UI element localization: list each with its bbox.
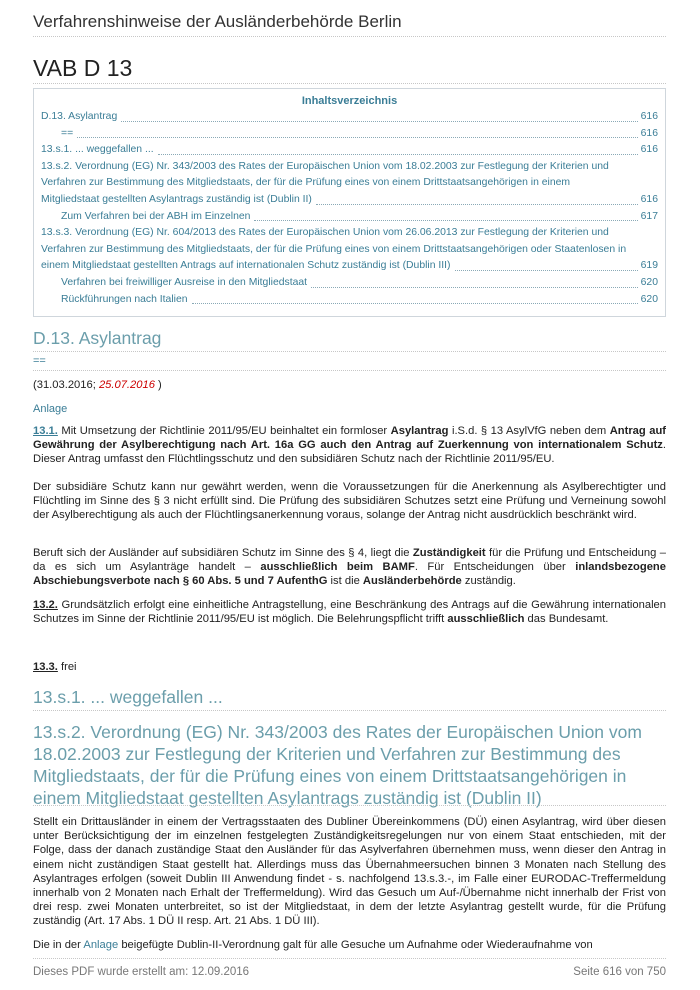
section-heading-d13: D.13. Asylantrag	[33, 328, 162, 348]
toc-item-page: 616	[640, 144, 658, 156]
text: Die in der	[33, 939, 84, 951]
toc-item-line: 13.s.2. Verordnung (EG) Nr. 343/2003 des Rates der Europäischen Union vom 18.02.2003 zur Festlegung der Kriterien und	[41, 160, 609, 172]
text: Mit Umsetzung der Richtlinie 2011/95/EU beinhaltet ein formloser	[57, 425, 391, 437]
section-heading-13s2: 13.s.2. Verordnung (EG) Nr. 343/2003 des Rates der Europäischen Union vom 18.02.2003 zur Festlegung der Kriterien und Verfahren zur Bestimmung des Mitgliedstaats, der für die Prüfung eines von einem Drittstaatsangehörigen in einem Mitgliedstaat gestellten Asylantrags zuständig ist (Dublin II)	[33, 722, 642, 808]
toc-leader	[192, 303, 638, 304]
toc-item-13s3[interactable]	[41, 225, 658, 275]
text-bold: ausschließlich beim BAMF	[260, 561, 415, 574]
text: zuständig.	[461, 575, 516, 588]
toc-leader	[455, 270, 638, 271]
anlage-link[interactable]: Anlage	[33, 403, 68, 415]
section-divider	[33, 805, 666, 806]
toc-item-abh-verfahren[interactable]	[41, 209, 658, 226]
toc-item-label: D.13. Asylantrag	[41, 111, 118, 122]
section-heading-13s1: 13.s.1. ... weggefallen ...	[33, 687, 223, 707]
document-title: VAB D 13	[33, 55, 133, 81]
footer-divider	[33, 958, 666, 959]
text: frei	[57, 661, 77, 673]
toc-item-label: Zum Verfahren bei der ABH im Einzelnen	[61, 210, 251, 222]
toc-leader	[121, 121, 637, 122]
text: i.S.d. § 13 AsylVfG neben dem	[448, 425, 610, 437]
toc-leader	[77, 137, 638, 138]
section-divider	[33, 710, 666, 711]
toc-item-page: 620	[640, 293, 658, 305]
toc-item-line: Verfahren zur Bestimmung des Mitgliedstaats, der für die Prüfung eines von einem Drittstaatsangehörigen in einem	[41, 177, 571, 189]
header-divider	[33, 36, 666, 37]
footer-page: Seite 616 von 750	[573, 966, 666, 978]
toc-item-label: Verfahren bei freiwilliger Ausreise in den Mitgliedstaat	[61, 276, 308, 288]
paragraph-anlage-dublin	[33, 938, 666, 952]
toc-item-label: 13.s.1. ... weggefallen ...	[41, 144, 154, 156]
paragraph-dublin-ii: Stellt ein Drittausländer in einem der Vertragsstaaten des Dubliner Übereinkommens (DÜ) einen Asylantrag, wird über diesen unter Berücksichtigung der im einzelnen festgelegten Zuständigkeitsregelungen nur von einem Staat entschieden, mit der Folge, dass der danach zuständige Staat den Ausländer für das Asylverfahren übernehmen muss, wenn dieser den Antrag in einem nicht zuständigen Staat gestellt hat. Allerdings muss das Übernahmeersuchen binnen 3 Monaten nach Stellung des Asylantrages erfolgen (soweit Dublin III Anwendung findet - s. nachfolgend 13.s.3.-, im Falle einer EURODAC-Treffermeldung innerhalb von 2 Monaten nach Erhalt der Treffermeldung). Wird das Gesuch um Auf-/Übernahme nicht innerhalb der Frist von drei resp. zwei Monaten unterbreitet, so ist der Mitgliedstaat, in dem der letzte Asylantrag gestellt wurde, für die Prüfung zuständig (Art. 17 Abs. 1 DÜ II resp. Art. 21 Abs. 1 DÜ III).	[33, 816, 666, 928]
table-of-contents	[33, 88, 666, 317]
section-divider	[33, 370, 666, 371]
paragraph-subsidiaer: Der subsidiäre Schutz kann nur gewährt werden, wenn die Voraussetzungen für die Anerkennung als Asylberechtigter und Flüchtling im Sinne des § 3 nicht erfüllt sind. Die Prüfung des subsidiären Schutzes setzt eine Prüfung und Verneinung sowohl der Asylberechtigung als auch der Flüchtlingsanerkennung voraus, solange der Antrag nicht ausdrücklich beschränkt wird.	[33, 481, 666, 522]
text: . Dieser Antrag umfasst den Flüchtlingsschutz und den subsidiären Schutz nach der Richtlinie 2011/95/EU.	[33, 439, 666, 466]
paragraph-13-3	[33, 660, 666, 674]
toc-leader	[254, 220, 637, 221]
text: für die Prüfung und Entscheidung – da es sich um Asylanträge handelt –	[33, 547, 666, 574]
toc-item-italien[interactable]	[41, 292, 658, 309]
text-bold: Ausländerbehörde	[362, 575, 462, 588]
paragraph-13-1	[33, 424, 666, 467]
toc-item-page: 616	[640, 111, 658, 122]
text: Beruft sich der Ausländer auf subsidiären Schutz im Sinne des § 4, liegt die	[33, 547, 413, 559]
toc-item-eq[interactable]	[41, 126, 658, 143]
section-divider	[33, 351, 666, 352]
footer-created: Dieses PDF wurde erstellt am: 12.09.2016	[33, 966, 250, 978]
toc-item-label: ==	[61, 127, 74, 139]
text: ist die	[327, 575, 363, 588]
text-bold: ausschließlich	[447, 613, 525, 626]
paragraph-13-2	[33, 598, 666, 626]
date-close: )	[154, 379, 162, 391]
text: das Bundesamt.	[524, 613, 609, 626]
para-number[interactable]: 13.1.	[33, 425, 58, 437]
toc-leader	[316, 204, 638, 205]
date-open: (31.03.2016;	[33, 379, 99, 391]
text-bold: Asylantrag	[390, 425, 449, 437]
toc-item-line: einem Mitgliedstaat gestellten Antrags auf internationalen Schutz zuständig ist (Dublin III)	[41, 260, 451, 272]
text-bold: Antrag auf Gewährung der Asylberechtigung nach Art. 16a GG auch den Antrag auf Zuerkennung von internationalem Schutz	[33, 425, 667, 452]
toc-item-freiwillige-ausreise[interactable]	[41, 275, 658, 292]
text-bold: inlandsbezogene Abschiebungsverbote nach § 60 Abs. 5 und 7 AufenthG	[33, 561, 666, 588]
date-line	[33, 379, 162, 391]
toc-item-page: 620	[640, 276, 658, 288]
toc-item-page: 616	[640, 127, 658, 139]
toc-item-page: 619	[640, 260, 658, 272]
title-divider	[33, 83, 666, 84]
anlage-inline-link[interactable]: Anlage	[83, 939, 119, 951]
toc-leader	[311, 287, 638, 288]
toc-item-line: 13.s.3. Verordnung (EG) Nr. 604/2013 des Rates der Europäischen Union vom 26.06.2013 zur Festlegung der Kriterien und	[41, 227, 609, 239]
toc-item-13s2[interactable]	[41, 159, 658, 209]
date-changed: 25.07.2016	[98, 379, 155, 391]
toc-heading: Inhaltsverzeichnis	[301, 95, 398, 107]
text: beigefügte Dublin-II-Verordnung galt für alle Gesuche um Aufnahme oder Wiederaufnahme von	[118, 939, 593, 951]
toc-leader	[158, 154, 638, 155]
para-number: 13.2.	[33, 599, 58, 611]
text: . Für Entscheidungen über	[414, 561, 576, 574]
toc-item-page: 616	[640, 193, 658, 205]
toc-item-d13[interactable]	[41, 109, 658, 126]
toc-item-line: Verfahren zur Bestimmung des Mitgliedstaats, der für die Prüfung eines von einem Drittstaatsangehörigen oder Staatenlosen in	[41, 243, 627, 255]
paragraph-zustaendigkeit	[33, 546, 666, 589]
text: Grundsätzlich erfolgt eine einheitliche Antragstellung, eine Beschränkung des Antrags auf die Gewährung internationalen Schutzes im Sinne der Richtlinie 2011/95/EU ist möglich. Die Belehrungspflicht trifft	[33, 599, 666, 626]
header-title: Verfahrenshinweise der Ausländerbehörde Berlin	[33, 12, 402, 31]
toc-item-13s1[interactable]	[41, 142, 658, 159]
toc-item-label: Rückführungen nach Italien	[61, 293, 188, 305]
toc-item-line: Mitgliedstaat gestellten Asylantrags zuständig ist (Dublin II)	[41, 193, 312, 205]
text-bold: Zuständigkeit	[412, 547, 486, 559]
toc-item-page: 617	[640, 210, 658, 222]
para-number: 13.3.	[33, 661, 58, 673]
eq-marker: ==	[33, 355, 46, 367]
